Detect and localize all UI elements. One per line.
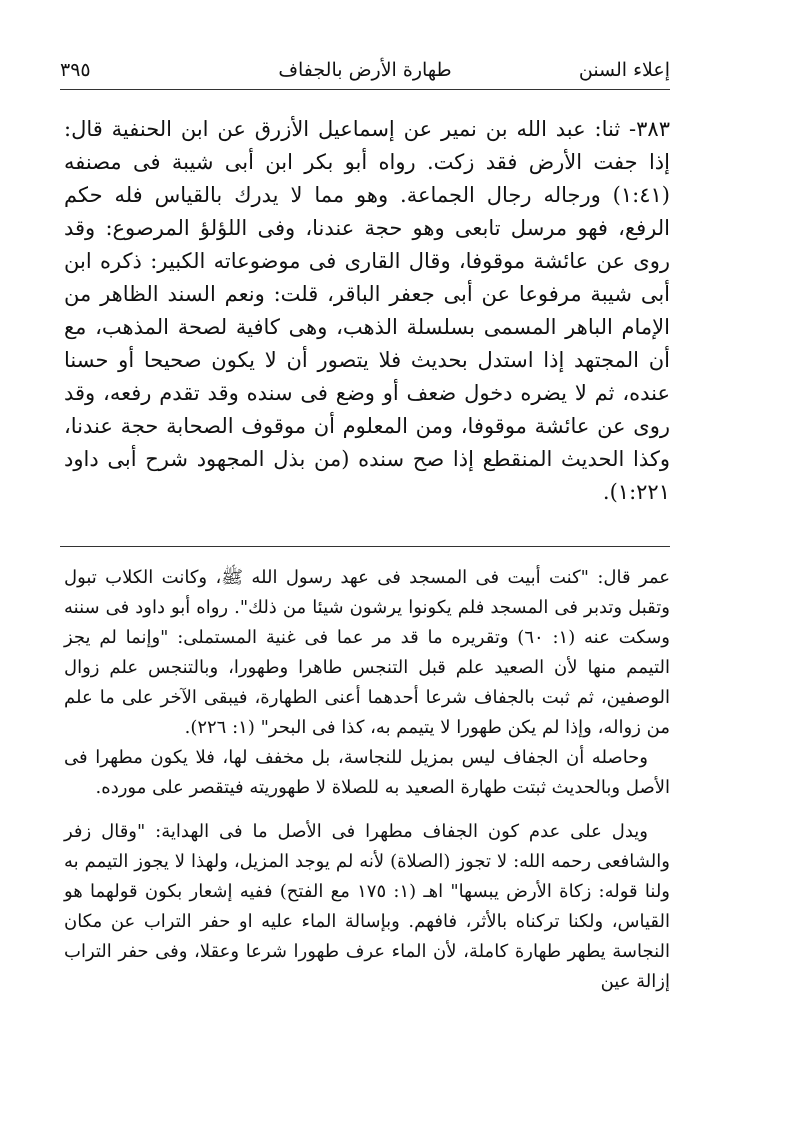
hadith-paragraph: ٣٨٣- ثنا: عبد الله بن نمير عن إسماعيل الأزرق عن ابن الحنفية قال: إذا جفت الأرض فقد زكت. رواه أبو بكر ابن أبى شيبة فى مصنفه (١:٤١) ورجاله رجال الجماعة. وهو مما لا يدرك بالقياس فله حكم الرفع، فهو مرسل تابعى وهو حجة عندنا، وفى اللؤلؤ المرصوع: وقد روى عن عائشة موقوفا، وقال القارى فى موضوعاته الكبير: ذكره ابن أبى شيبة مرفوعا عن أبى جعفر الباقر، قلت: ونعم السند الظاهر من الإمام الباهر المسمى بسلسلة الذهب، وهى كافية لصحة المذهب، مع أن المجتهد إذا استدل بحديث فلا يتصور أن لا يكون صحيحا أو حسنا عنده، ثم لا يضره دخول ضعف أو وضع فى سنده وقد تقدم رفعه، وقد روى عن عائشة موقوفا، ومن المعلوم أن موقوف الصحابة حجة عندنا، وكذا الحديث المنقطع إذا صح سنده (من بذل المجهود شرح أبى داود ١:٢٢١). bbox=[64, 117, 670, 504]
note-paragraph-3: ويدل على عدم كون الجفاف مطهرا فى الأصل ما فى الهداية: "وقال زفر والشافعى رحمه الله: لا تجوز (الصلاة) لأنه لم يوجد المزيل، ولهذا لا يجوز التيمم به ولنا قوله: زكاة الأرض يبسها" اهـ (١: ١٧٥ مع الفتح) ففيه إشعار بكون قولهما هو القياس، ولكنا تركناه بالأثر، فافهم. وبإسالة الماء عليه او حفر التراب عن مكان النجاسة يطهر طهارة كاملة، لأن الماء عرف طهورا شرعا وعقلا، وفى حفر التراب إزالة عين bbox=[64, 821, 670, 992]
footnotes bbox=[64, 563, 670, 997]
header-divider bbox=[60, 89, 670, 90]
note-paragraph-1: عمر قال: "كنت أبيت فى المسجد فى عهد رسول الله ﷺ، وكانت الكلاب تبول وتقبل وتدبر فى المسجد فلم يكونوا يرشون شيئا من ذلك". رواه أبو داود فى سننه وسكت عنه (١: ٦٠) وتقريره ما قد مر عما فى غنية المستملى: "وإنما لم يجز التيمم منها لأن الصعيد علم قبل التنجس طاهرا وطهورا، وبالتنجس علم زوال الوصفين، ثم ثبت بالجفاف شرعا أحدهما أعنى الطهارة، فيبقى الآخر على ما علم من زواله، وإذا لم يكن طهورا لا يتيمم به، كذا فى البحر" (١: ٢٢٦). bbox=[64, 567, 670, 738]
page-header bbox=[60, 48, 670, 88]
running-head-chapter-title: طهارة الأرض بالجفاف bbox=[278, 59, 452, 81]
footnote-divider bbox=[60, 546, 670, 547]
page-number: ٣٩٥ bbox=[60, 59, 91, 81]
running-head-book-title: إعلاء السنن bbox=[578, 59, 670, 81]
main-text bbox=[64, 113, 670, 509]
note-paragraph-2: وحاصله أن الجفاف ليس بمزيل للنجاسة، بل مخفف لها، فلا يكون مطهرا فى الأصل وبالحديث ثبتت طهارة الصعيد به للصلاة لا طهوريته فيتقصر على مورده. bbox=[64, 747, 670, 798]
